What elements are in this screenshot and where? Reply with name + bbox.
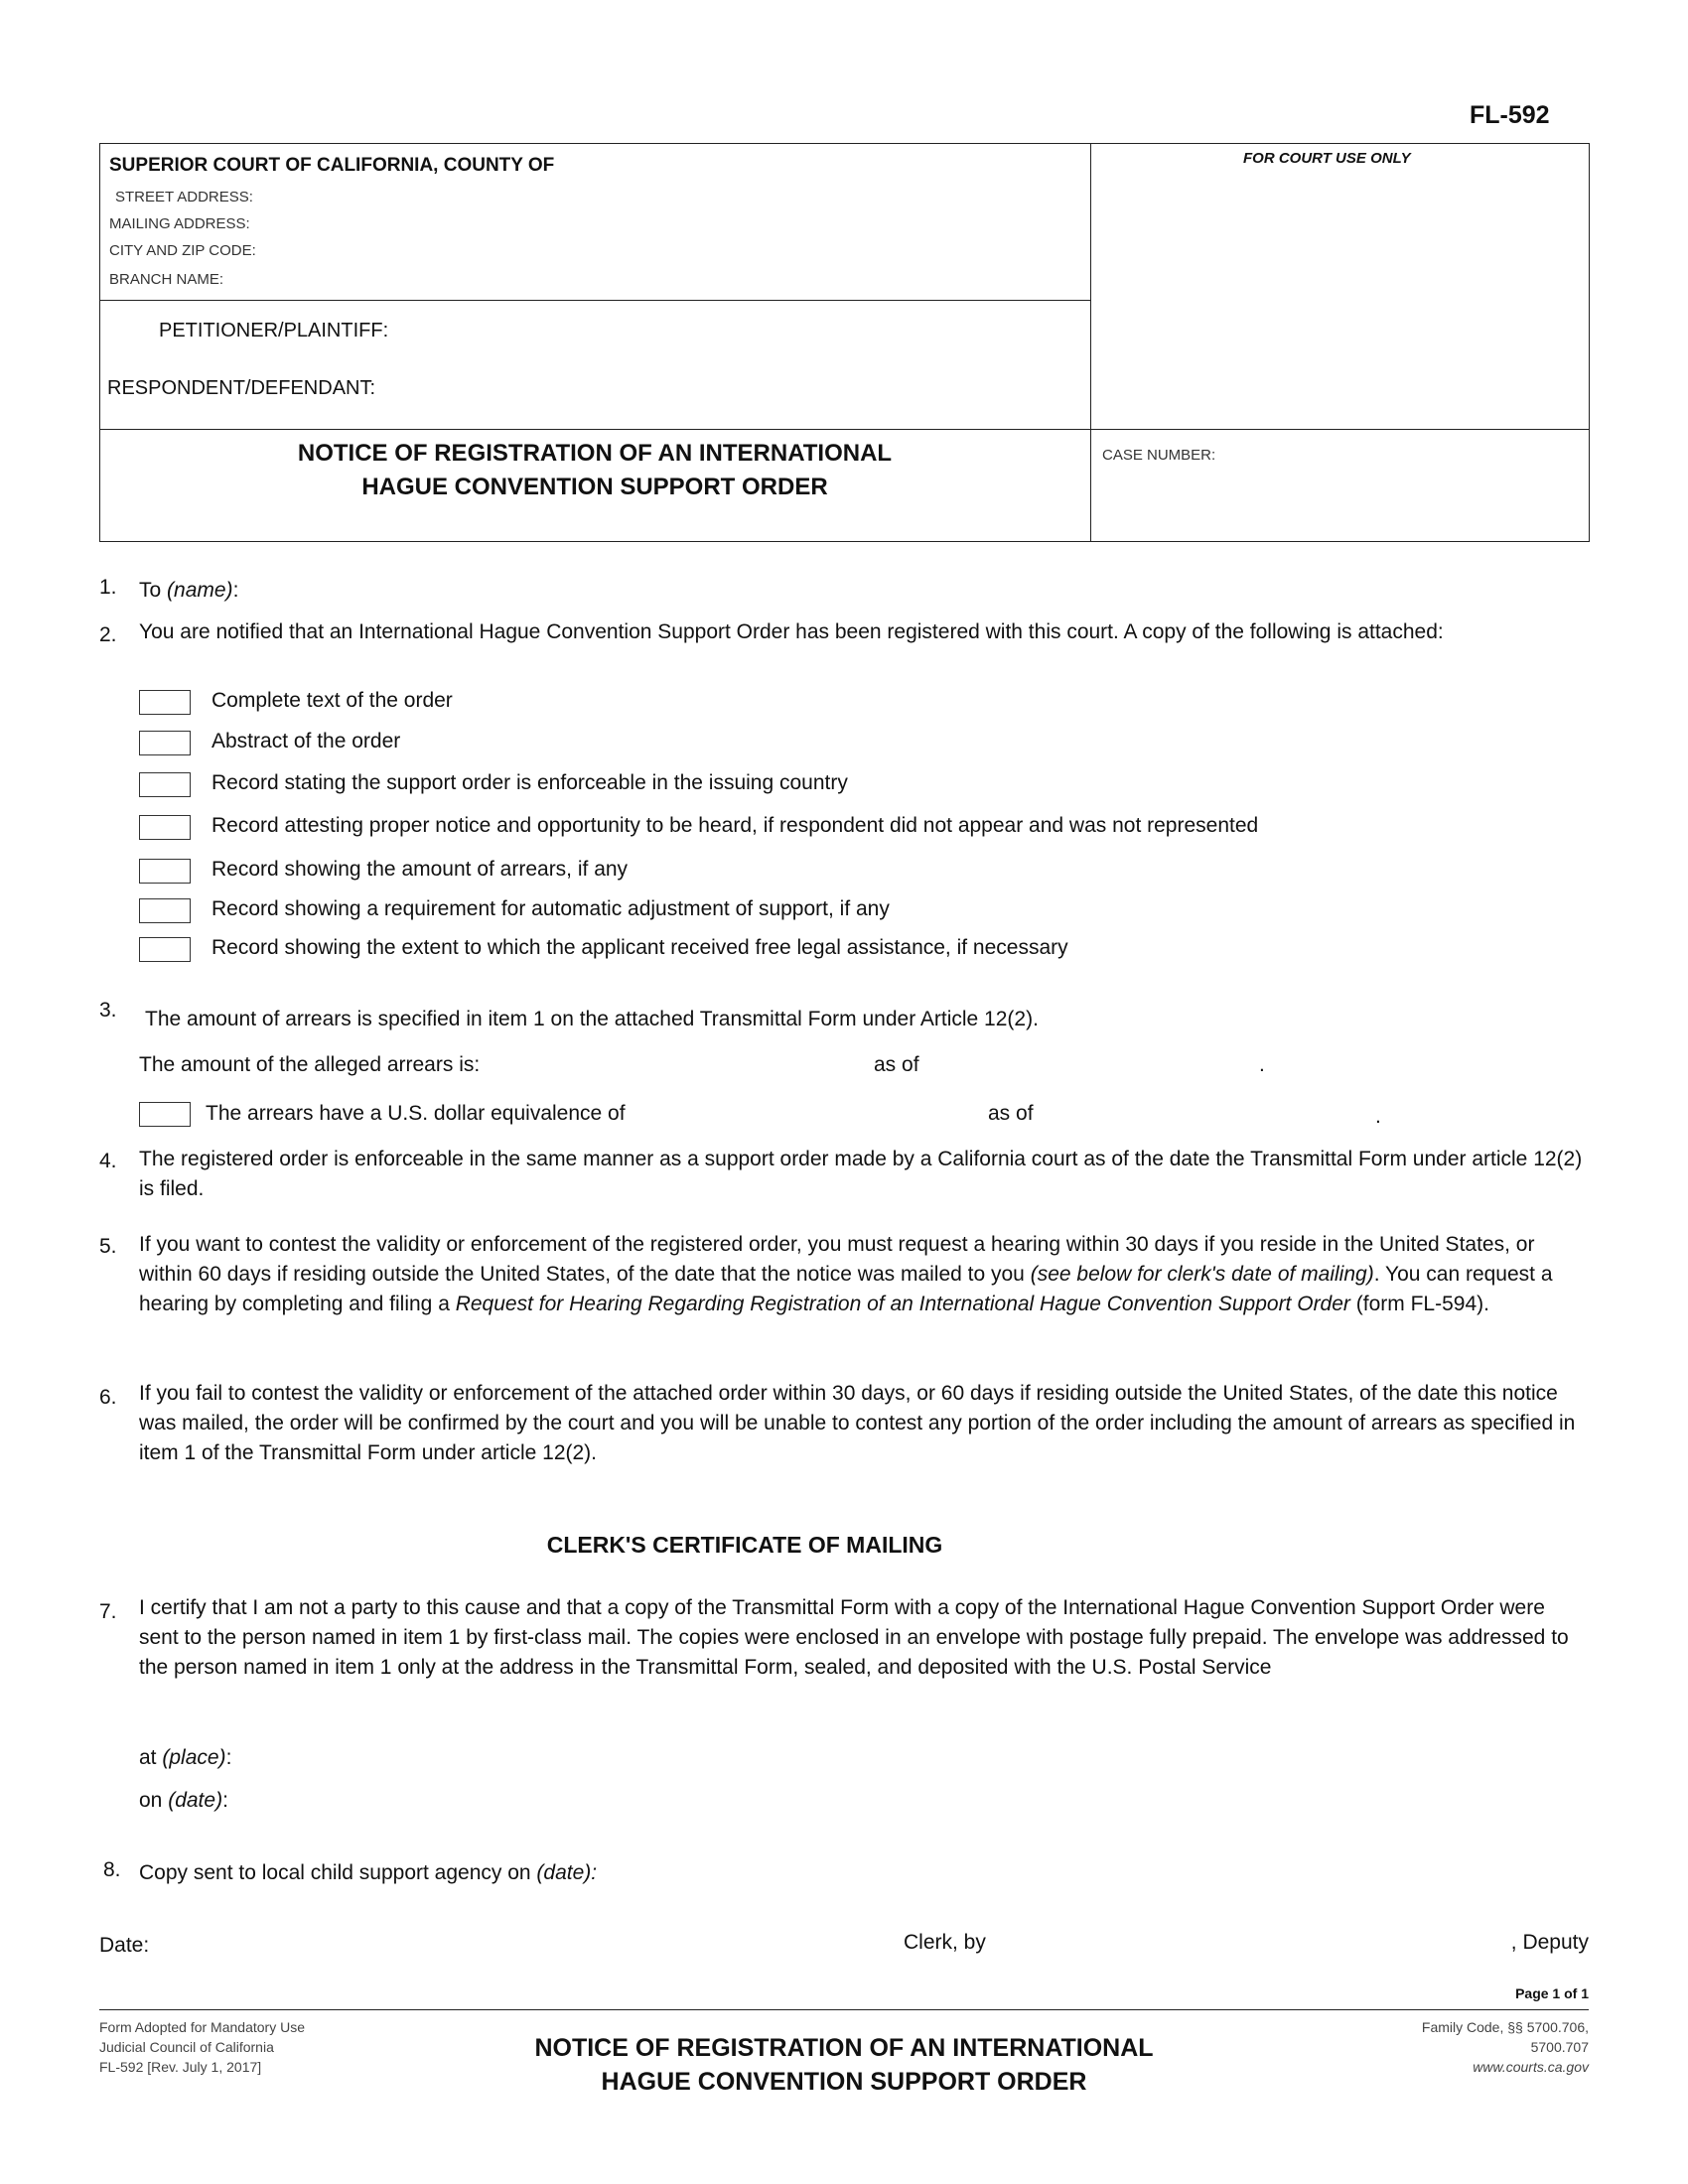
form-title (99, 437, 1090, 504)
checkbox-label-legal-assistance: Record showing the extent to which the applicant received free legal assistance, if necessary (211, 936, 1068, 959)
checkbox-proper-notice[interactable] (139, 815, 191, 840)
footer-revision: FL-592 [Rev. July 1, 2017] (99, 2059, 262, 2075)
checkbox-automatic-adjustment[interactable] (139, 898, 191, 923)
checkbox-complete-text[interactable] (139, 690, 191, 715)
checkbox-label-proper-notice: Record attesting proper notice and opportunity to be heard, if respondent did not appear and was not represented (211, 814, 1259, 837)
mailing-place (139, 1743, 231, 1773)
checkbox-label-complete-text: Complete text of the order (211, 689, 453, 712)
at-label: at (139, 1746, 157, 1769)
mailing-address-label: MAILING ADDRESS: (109, 215, 250, 232)
alleged-arrears-as-of: as of (874, 1053, 919, 1076)
place-label: (place) (162, 1746, 226, 1769)
caption-divider-1 (99, 300, 1091, 301)
checkbox-enforceable[interactable] (139, 772, 191, 797)
for-court-use-label: FOR COURT USE ONLY (1243, 150, 1411, 167)
on-label: on (139, 1789, 163, 1812)
petitioner-label: PETITIONER/PLAINTIFF: (159, 320, 389, 341)
mailing-date (139, 1786, 228, 1816)
item-5-part-1: If you want to contest the validity or enforcement of the registered order, you must request a hearing within 30 days if you reside in the United States, or within 60 days if residing outside the United States, of the date that the notice was mailed to you (139, 1233, 1535, 1286)
footer-code-line-1: Family Code, §§ 5700.706, (1421, 2019, 1589, 2035)
city-zip-label: CITY AND ZIP CODE: (109, 242, 256, 259)
checkbox-label-automatic-adjustment: Record showing a requirement for automatic adjustment of support, if any (211, 897, 890, 920)
deputy-label: , Deputy (1510, 1931, 1589, 1954)
form-number: FL-592 (1470, 101, 1550, 129)
signature-date-label: Date: (99, 1934, 150, 1957)
alleged-arrears-period: . (1259, 1053, 1265, 1076)
item-5-italic-2: Request for Hearing Regarding Registration of an International Hague Convention Support Order (455, 1293, 1350, 1315)
alleged-arrears-label: The amount of the alleged arrears is: (139, 1053, 481, 1076)
item-1-colon: : (232, 579, 239, 602)
clerk-by-label: Clerk, by (904, 1931, 986, 1954)
footer-council: Judicial Council of California (99, 2039, 274, 2055)
usd-period: . (1375, 1105, 1381, 1128)
checkbox-abstract[interactable] (139, 731, 191, 755)
clerk-certificate-title: CLERK'S CERTIFICATE OF MAILING (546, 1532, 943, 1558)
caption-divider-vertical (1090, 143, 1091, 542)
item-8-date: (date): (536, 1861, 598, 1884)
item-7-text: I certify that I am not a party to this cause and that a copy of the Transmittal Form with a copy of the International Hague Convention Support Order were sent to the person named in item 1 by first-class mail. The copies were enclosed in an envelope with postage fully prepaid. The envelope was addressed to the person named in item 1 only at the address in the Transmittal Form, sealed, and deposited with the U.S. Postal Service (139, 1596, 1569, 1679)
footer-title (397, 2031, 1291, 2099)
checkbox-legal-assistance[interactable] (139, 937, 191, 962)
footer-adoption (99, 2017, 305, 2077)
date-colon: : (222, 1789, 228, 1812)
footer-code-line-2: 5700.707 (1530, 2039, 1589, 2055)
checkbox-label-abstract: Abstract of the order (211, 730, 401, 752)
footer-rule (99, 2009, 1589, 2010)
street-address-label: STREET ADDRESS: (115, 189, 253, 205)
item-6-number: 6. (99, 1386, 117, 1409)
item-1-number: 1. (99, 576, 117, 599)
item-8-label: Copy sent to local child support agency on (139, 1861, 531, 1884)
usd-as-of: as of (988, 1102, 1034, 1125)
page-number: Page 1 of 1 (1515, 1985, 1589, 2001)
item-5-text (139, 1230, 1589, 1319)
item-5-part-2: . You can request a hearing by completing and filing a (139, 1263, 1553, 1315)
checkbox-arrears[interactable] (139, 859, 191, 884)
form-title-line-1: NOTICE OF REGISTRATION OF AN INTERNATIONAL (297, 440, 893, 467)
item-4-number: 4. (99, 1150, 117, 1172)
case-number-label: CASE NUMBER: (1102, 447, 1216, 464)
footer-website[interactable]: www.courts.ca.gov (1473, 2059, 1589, 2075)
checkbox-label-enforceable: Record stating the support order is enforceable in the issuing country (211, 771, 848, 794)
usd-equivalence-label: The arrears have a U.S. dollar equivalence of (206, 1102, 626, 1125)
respondent-label: RESPONDENT/DEFENDANT: (107, 377, 376, 399)
item-5-number: 5. (99, 1235, 117, 1258)
item-2-number: 2. (99, 623, 117, 646)
item-2-text: You are notified that an International Hague Convention Support Order has been registered with this court. A copy of the following is attached: (139, 620, 1444, 643)
court-name: SUPERIOR COURT OF CALIFORNIA, COUNTY OF (109, 155, 555, 176)
item-5-part-3: (form FL-594). (1349, 1293, 1489, 1315)
item-3-text: The amount of arrears is specified in item 1 on the attached Transmittal Form under Article 12(2). (145, 1008, 1039, 1030)
branch-name-label: BRANCH NAME: (109, 271, 224, 288)
item-7-number: 7. (99, 1600, 117, 1623)
date-italic-label: (date) (168, 1789, 223, 1812)
item-5-italic-1: (see below for clerk's date of mailing) (1030, 1263, 1374, 1286)
checkbox-label-arrears: Record showing the amount of arrears, if any (211, 858, 629, 881)
footer-adopted: Form Adopted for Mandatory Use (99, 2019, 305, 2035)
item-6-text: If you fail to contest the validity or enforcement of the attached order within 30 days, or 60 days if residing outside the United States, of the date this notice was mailed, the order will be confirmed by the court and you will be unable to contest any portion of the order including the amount of arrears as specified in item 1 of the Transmittal Form under article 12(2). (139, 1382, 1576, 1464)
item-1-text (139, 576, 238, 606)
footer-code (1422, 2017, 1589, 2077)
item-8-text (139, 1858, 597, 1888)
footer-title-line-1: NOTICE OF REGISTRATION OF AN INTERNATIONAL (534, 2034, 1154, 2062)
item-4-text: The registered order is enforceable in the same manner as a support order made by a California court as of the date the Transmittal Form under article 12(2) is filed. (139, 1148, 1583, 1200)
footer-title-line-2: HAGUE CONVENTION SUPPORT ORDER (601, 2068, 1087, 2096)
caption-divider-2 (99, 429, 1590, 430)
item-8-number: 8. (103, 1858, 121, 1881)
place-colon: : (225, 1746, 232, 1769)
item-1-italic: (name) (167, 579, 233, 602)
item-1-label: To (139, 579, 162, 602)
form-title-line-2: HAGUE CONVENTION SUPPORT ORDER (361, 474, 828, 500)
checkbox-usd-equivalence[interactable] (139, 1102, 191, 1127)
item-3-number: 3. (99, 999, 117, 1022)
